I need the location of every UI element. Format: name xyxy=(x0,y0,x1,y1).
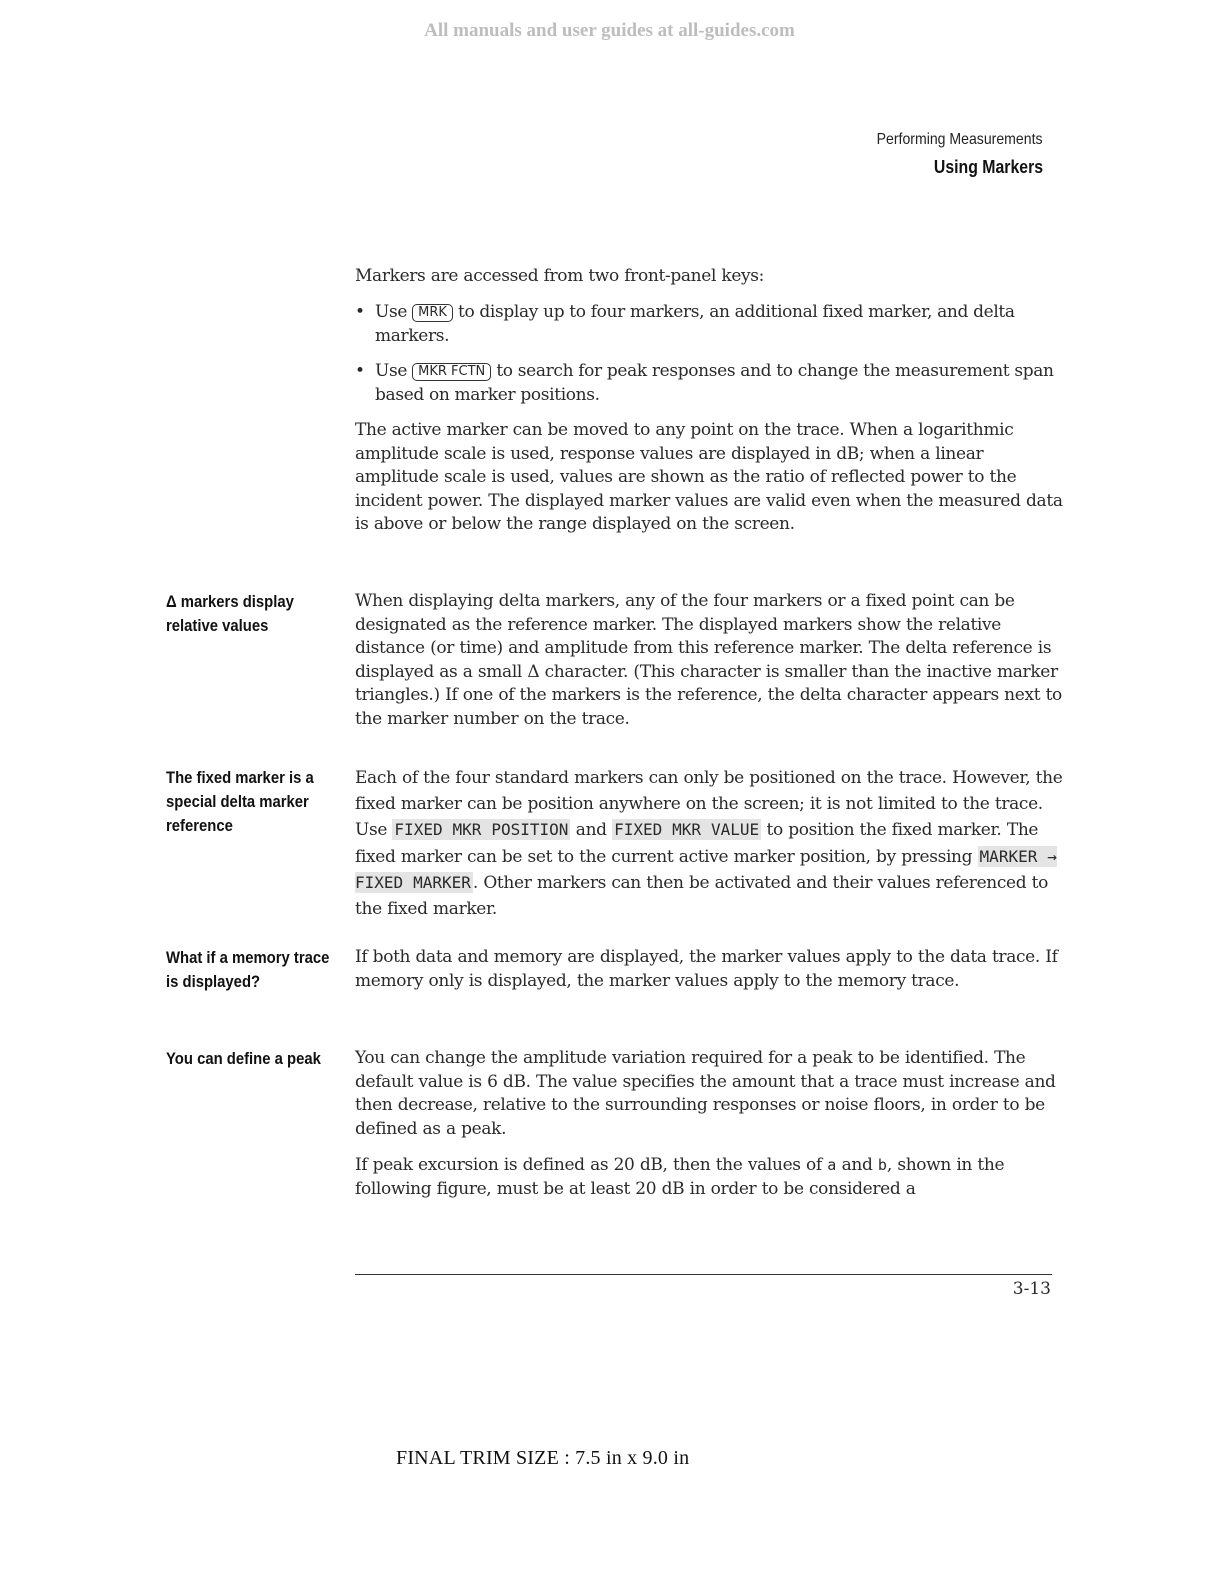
fixed-marker-paragraph xyxy=(355,766,1065,922)
fixed-marker-label: The fixed marker is a special delta marker reference xyxy=(166,769,314,835)
bullet-mkr-fctn xyxy=(355,360,1055,407)
define-peak-label: You can define a peak xyxy=(166,1050,321,1068)
fixed-text-2: and xyxy=(575,820,607,840)
running-header-title: Using Markers xyxy=(933,157,1043,177)
mrk-key: MRK xyxy=(412,304,453,322)
value-a: a xyxy=(827,1156,837,1174)
peak-text-1: If peak excursion is defined as 20 dB, then the values of xyxy=(355,1155,822,1175)
fixed-text-1: Each of the four standard markers can only be positioned on the trace. However, the fixed marker can be position anywhere on the screen; it is not limited to the trace. Use xyxy=(355,768,1063,840)
bullet-2-post: to search for peak responses and to change the measurement span based on marker positions. xyxy=(375,361,1054,405)
page-number: 3-13 xyxy=(1012,1279,1051,1299)
mkr-fctn-key: MKR FCTN xyxy=(412,363,491,381)
peak-excursion-paragraph xyxy=(355,1154,1020,1201)
bullet-1-post: to display up to four markers, an additional fixed marker, and delta markers. xyxy=(375,302,1015,346)
active-marker-paragraph: The active marker can be moved to any point on the trace. When a logarithmic amplitude scale is used, response values are displayed in dB; when a linear amplitude scale is used, values are shown as the ratio of reflected power to the incident power. The displayed marker values are valid even when the measured data is above or below the range displayed on the screen. xyxy=(355,420,1063,535)
bullet-dot-icon: • xyxy=(355,302,365,322)
footer-rule xyxy=(355,1274,1052,1275)
define-peak-paragraph: You can change the amplitude variation required for a peak to be identified. The default value is 6 dB. The value specifies the amount that a trace must increase and then decrease, relative to the surrounding responses or noise floors, in order to be defined as a peak. xyxy=(355,1048,1056,1139)
fixed-text-4: . Other markers can then be activated and their values referenced to the fixed marker. xyxy=(355,873,1049,919)
peak-text-2: and xyxy=(841,1155,873,1175)
bullet-1-pre: Use xyxy=(375,302,408,322)
marker-to-fixed-marker-softkey: MARKER → FIXED MARKER xyxy=(355,846,1057,892)
fixed-mkr-position-softkey: FIXED MKR POSITION xyxy=(394,820,569,839)
running-header-section: Performing Measurements xyxy=(877,131,1043,148)
intro-paragraph: Markers are accessed from two front-panel keys: xyxy=(355,266,765,286)
delta-markers-label: Δ markers display relative values xyxy=(166,593,294,635)
bullet-2-pre: Use xyxy=(375,361,408,381)
bullet-mrk xyxy=(355,301,1055,348)
memory-trace-paragraph: If both data and memory are displayed, the marker values apply to the data trace. If memory only is displayed, the marker values apply to the memory trace. xyxy=(355,947,1058,991)
delta-markers-paragraph: When displaying delta markers, any of the four markers or a fixed point can be designated as the reference marker. The displayed markers show the relative distance (or time) and amplitude from this reference marker. The delta reference is displayed as a small Δ character. (This character is smaller than the inactive marker triangles.) If one of the markers is the reference, the delta character appears next to the marker number on the trace. xyxy=(355,591,1062,729)
fixed-text-3: to position the fixed marker. The fixed marker can be set to the current active marker position, by pressing xyxy=(355,820,1039,867)
memory-trace-label: What if a memory trace is displayed? xyxy=(166,949,330,991)
bullet-dot-icon: • xyxy=(355,361,365,381)
trim-size-note: FINAL TRIM SIZE : 7.5 in x 9.0 in xyxy=(396,1447,690,1469)
fixed-mkr-value-softkey: FIXED MKR VALUE xyxy=(614,820,760,839)
peak-text-3: , shown in the following figure, must be at least 20 dB in order to be considered a xyxy=(355,1155,1005,1199)
watermark: All manuals and user guides at all-guides.com xyxy=(424,20,795,41)
value-b: b xyxy=(877,1156,887,1174)
